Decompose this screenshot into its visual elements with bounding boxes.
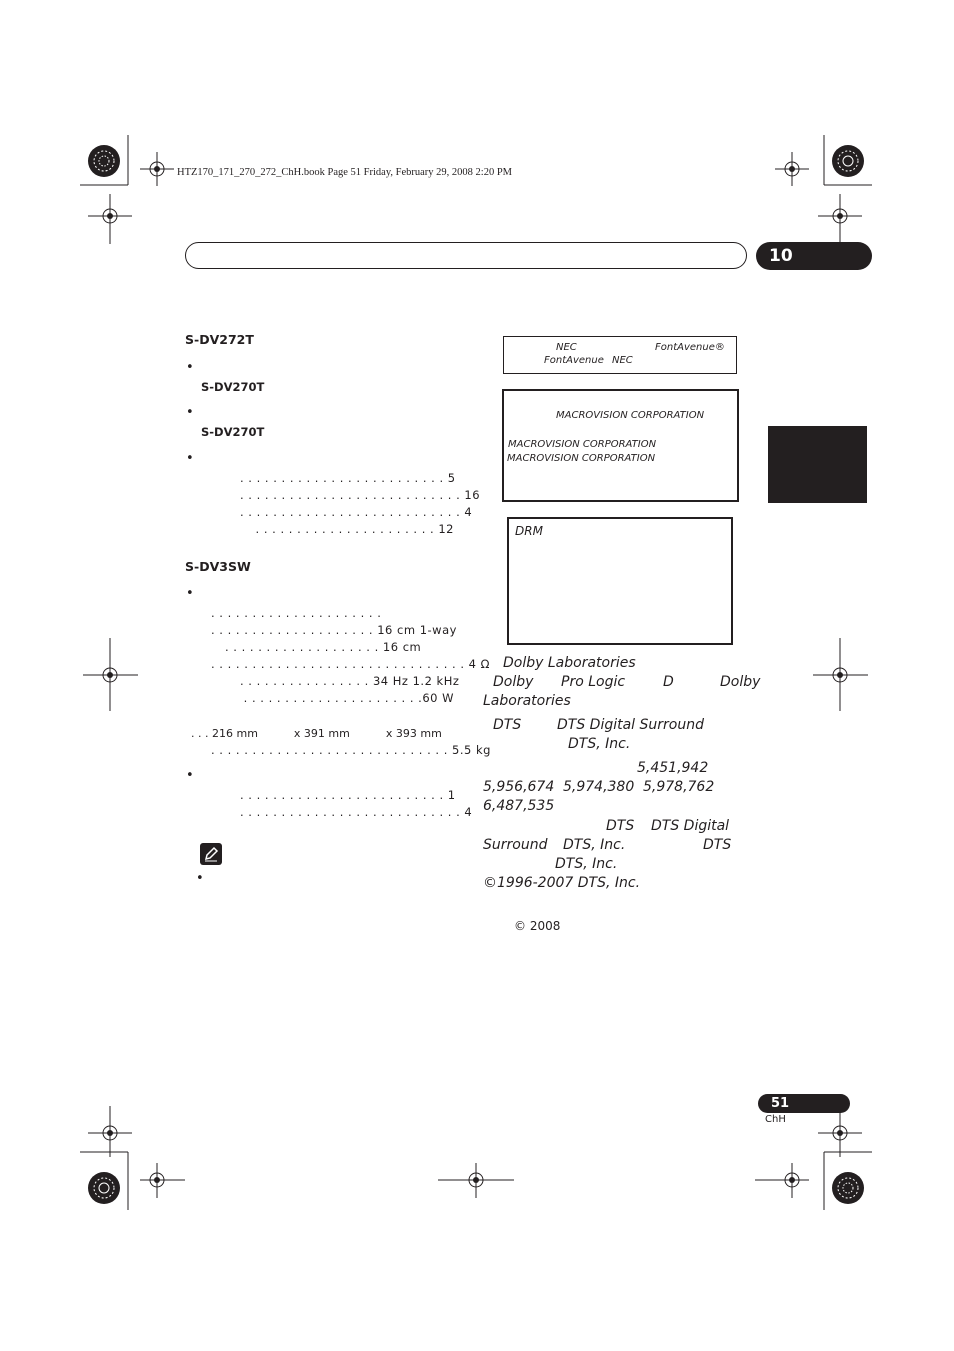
crosshair-mark: [828, 1121, 858, 1151]
patent-number: 5,974,380: [563, 779, 635, 795]
crosshair-mark: [145, 1168, 175, 1198]
note-icon: [200, 843, 222, 865]
dimension-row: . . . 216 mm x 391 mm x 393 mm: [191, 727, 442, 740]
language-code: ChH: [765, 1114, 786, 1125]
model-heading: S-DV272T: [185, 332, 254, 347]
page-number: 51: [758, 1094, 850, 1113]
nec-text: NEC: [612, 355, 633, 366]
crosshair-mark: [98, 1121, 128, 1151]
crosshair-mark: [145, 155, 175, 185]
bullet: •: [186, 360, 194, 375]
dolby-text: Laboratories: [483, 693, 571, 709]
fontavenue-text: FontAvenue: [544, 355, 604, 366]
spec-row: . . . . . . . . . . . . . . . . . . . . . .60 W: [243, 691, 454, 705]
crosshair-mark: [98, 663, 128, 693]
macrovision-text: MACROVISION CORPORATION: [556, 410, 705, 421]
crosshair-mark: [464, 1168, 494, 1198]
macrovision-text: MACROVISION CORPORATION: [508, 439, 657, 450]
dolby-text: Dolby: [493, 674, 534, 690]
registration-mark-br: [812, 1150, 872, 1210]
dts-text: DTS: [493, 717, 522, 733]
spec-row: . . . . . . . . . . . . . . . . . . . . . . . . . . . 4: [240, 505, 473, 519]
spec-row: . . . . . . . . . . . . . . . . . . . . .: [211, 606, 382, 620]
spec-row: . . . . . . . . . . . . . . . . . . . . . . . . . . . . . . . 4 Ω: [211, 657, 490, 671]
bullet: •: [186, 451, 194, 466]
crosshair-mark: [828, 204, 858, 234]
patent-number: 5,451,942: [637, 760, 709, 776]
spec-row: . . . . . . . . . . . . . . . . . . . . . . . . . . . 16: [240, 488, 481, 502]
patent-number: 5,978,762: [643, 779, 715, 795]
spec-row: . . . . . . . . . . . . . . . . . . . 16 cm: [225, 640, 422, 654]
dts-text: Surround: [483, 837, 548, 853]
dts-text: DTS, Inc.: [555, 856, 618, 872]
language-side-tab: [768, 426, 867, 503]
crosshair-mark: [780, 1168, 810, 1198]
dts-copyright: ©1996-2007 DTS, Inc.: [483, 875, 641, 891]
dts-text: DTS, Inc.: [563, 837, 626, 853]
drm-box: [507, 517, 733, 645]
spec-row: . . . . . . . . . . . . . . . . 34 Hz 1.2 kHz: [240, 674, 460, 688]
crosshair-mark: [780, 155, 810, 185]
sub-model: S-DV270T: [201, 425, 265, 439]
registration-mark-tr: [812, 135, 872, 195]
spec-row: . . . . . . . . . . . . . . . . . . . . . . 12: [255, 522, 454, 536]
fontavenue-text: FontAvenue®: [655, 342, 725, 353]
macrovision-text: MACROVISION CORPORATION: [507, 453, 656, 464]
patent-number: 6,487,535: [483, 798, 555, 814]
copyright-text: © 2008: [514, 919, 561, 933]
sub-model: S-DV270T: [201, 380, 265, 394]
nec-fontavenue-box: [503, 336, 737, 374]
spec-row: . . . . . . . . . . . . . . . . . . . . . . . . . 5: [240, 471, 456, 485]
model-heading: S-DV3SW: [185, 559, 251, 574]
dolby-text: Dolby: [720, 674, 761, 690]
spec-row: . . . . . . . . . . . . . . . . . . . . . . . . . . . 4: [240, 805, 473, 819]
header-file-info: HTZ170_171_270_272_ChH.book Page 51 Friday, February 29, 2008 2:20 PM: [177, 167, 513, 178]
macrovision-box: [502, 389, 739, 502]
bullet: •: [186, 586, 194, 601]
dts-text: DTS Digital: [651, 818, 730, 834]
registration-mark-bl: [80, 1150, 140, 1210]
drm-text: DRM: [515, 524, 543, 538]
dolby-text: D: [663, 674, 674, 690]
bullet: •: [186, 768, 194, 783]
dts-text: DTS: [703, 837, 732, 853]
dts-text: DTS Digital Surround: [557, 717, 704, 733]
chapter-title-bar: [185, 242, 747, 269]
bullet: •: [186, 405, 194, 420]
dts-text: DTS: [606, 818, 635, 834]
dolby-text: Pro Logic: [561, 674, 626, 690]
crosshair-mark: [828, 663, 858, 693]
dolby-text: Dolby Laboratories: [503, 655, 636, 671]
spec-row: . . . . . . . . . . . . . . . . . . . . . . . . . 1: [240, 788, 456, 802]
patent-number: 5,956,674: [483, 779, 555, 795]
registration-mark-tl: [80, 135, 140, 195]
spec-row: . . . . . . . . . . . . . . . . . . . . 16 cm 1-way: [211, 623, 457, 637]
spec-row: . . . . . . . . . . . . . . . . . . . . . . . . . . . . . 5.5 kg: [211, 743, 491, 757]
nec-text: NEC: [556, 342, 577, 353]
dts-text: DTS, Inc.: [568, 736, 631, 752]
crosshair-mark: [98, 204, 128, 234]
chapter-number: 10: [756, 242, 872, 270]
bullet: •: [196, 871, 204, 886]
